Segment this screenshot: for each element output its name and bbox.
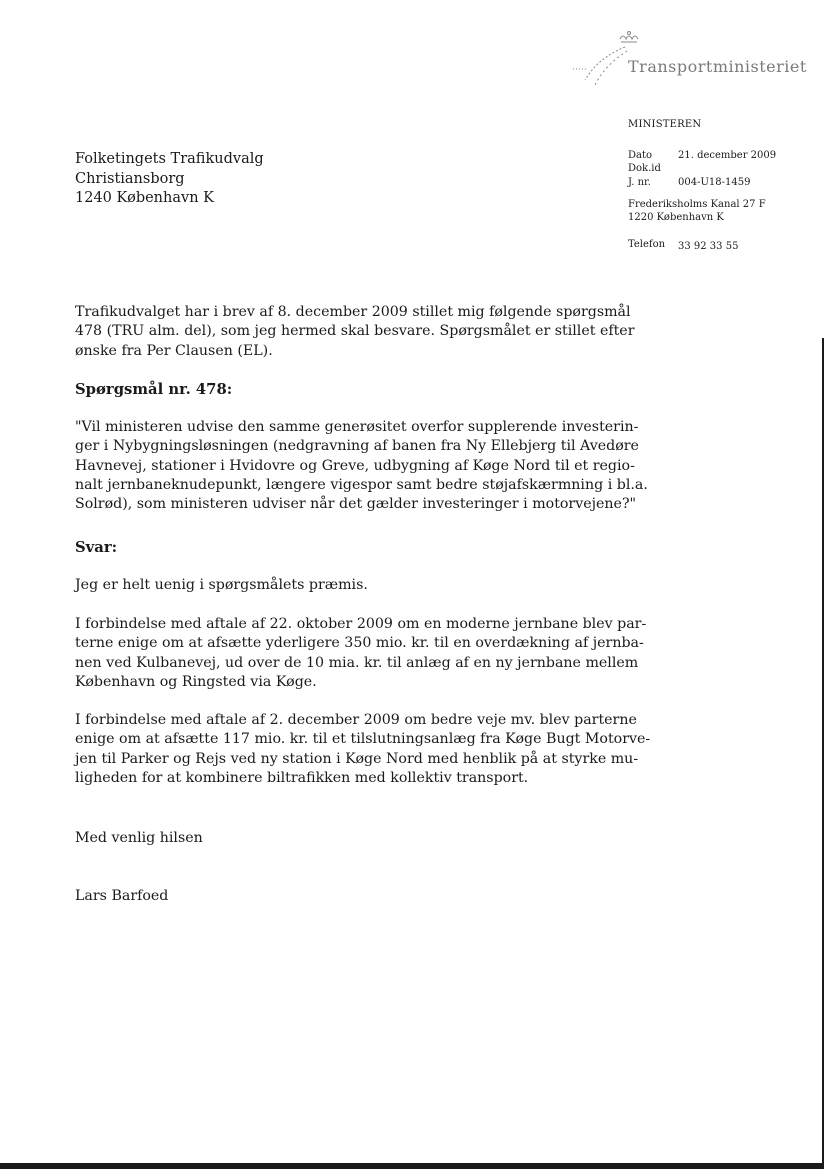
text-line: Havnevej, stationer i Hvidovre og Greve, udbygning af Køge Nord til et regio- (75, 457, 635, 474)
journal-value: 004-U18-1459 (678, 177, 751, 188)
text-line: ønske fra Per Clausen (EL). (75, 342, 273, 359)
answer-paragraph-1 (75, 576, 585, 595)
question-heading: Spørgsmål nr. 478: (75, 381, 233, 398)
phone-label: Telefon (628, 239, 666, 250)
logo-text: Transportministeriet (628, 57, 807, 76)
recipient-line: 1240 København K (75, 190, 214, 206)
text-line: Trafikudvalget har i brev af 8. december 2009 stillet mig følgende spørgsmål (75, 304, 631, 320)
signature-name: Lars Barfoed (75, 888, 169, 904)
text-line: I forbindelse med aftale af 2. december 2009 om bedre veje mv. blev parterne (75, 712, 637, 728)
recipient-line: Folketingets Trafikudvalg (75, 151, 264, 167)
text-line: 478 (TRU alm. del), som jeg hermed skal besvare. Spørgsmålet er stillet efter (75, 323, 635, 340)
answer-heading: Svar: (75, 539, 118, 556)
recipient-line: Christiansborg (75, 170, 185, 187)
doc-id-label: Dok.id (628, 163, 661, 174)
ministry-logo (565, 25, 807, 100)
text-line: nen ved Kulbanevej, ud over de 10 mia. kr. til anlæg af en ny jernbane mellem (75, 654, 639, 671)
address-line: 1220 København K (628, 212, 724, 223)
text-line: Jeg er helt uenig i spørgsmålets præmis. (75, 577, 368, 593)
closing-line: Med venlig hilsen (75, 830, 203, 846)
intro-paragraph (75, 303, 635, 361)
scan-edge-bottom (0, 1163, 824, 1169)
text-line: "Vil ministeren udvise den samme generøsitet overfor supplerende investerin- (75, 419, 639, 435)
sender-title: MINISTEREN (628, 119, 702, 130)
text-line: jen til Parker og Rejs ved ny station i Køge Nord med henblik på at styrke mu- (75, 750, 639, 767)
closing (75, 829, 585, 848)
text-line: ligheden for at kombinere biltrafikken med kollektiv transport. (75, 769, 529, 786)
text-line: enige om at afsætte 117 mio. kr. til et tilslutningsanlæg fra Køge Bugt Motorve- (75, 731, 651, 748)
signature (75, 887, 585, 906)
date-value: 21. december 2009 (678, 150, 777, 161)
question-paragraph (75, 418, 648, 514)
text-line: nalt jernbaneknudepunkt, længere vigespor samt bedre støjafskærmning i bl.a. (75, 476, 648, 493)
answer-paragraph-2 (75, 615, 647, 692)
text-line: ger i Nybygningsløsningen (nedgravning af banen fra Ny Ellebjerg til Avedøre (75, 438, 639, 455)
phone-value: 33 92 33 55 (678, 241, 739, 252)
address-line: Frederiksholms Kanal 27 F (628, 199, 766, 210)
journal-label: J. nr. (628, 177, 651, 188)
text-line: Solrød), som ministeren udviser når det gælder investeringer i motorvejene?" (75, 496, 637, 513)
text-line: I forbindelse med aftale af 22. oktober 2009 om en moderne jernbane blev par- (75, 616, 647, 632)
text-line: København og Ringsted via Køge. (75, 673, 317, 690)
recipient-address (75, 150, 264, 209)
answer-paragraph-3 (75, 711, 651, 788)
text-line: terne enige om at afsætte yderligere 350 mio. kr. til en overdækning af jernba- (75, 635, 644, 652)
date-label: Dato (628, 150, 653, 161)
